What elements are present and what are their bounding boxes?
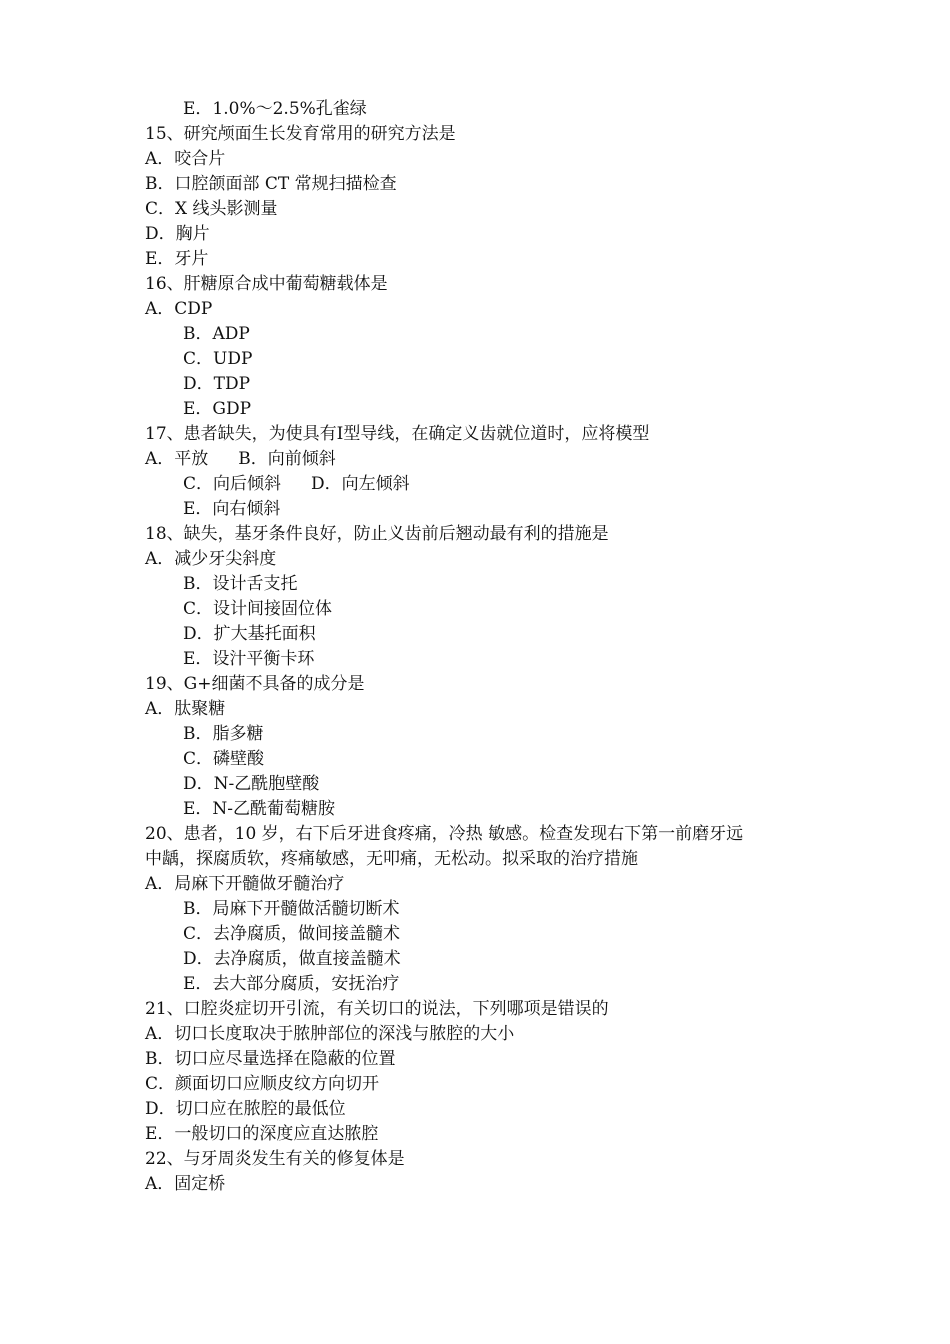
answer-option: [145, 1172, 825, 1197]
answer-option: [145, 572, 825, 597]
line-text: A．固定桥: [145, 1174, 226, 1194]
answer-option: [145, 322, 825, 347]
line-text: E．去大部分腐质，安抚治疗: [183, 974, 400, 994]
question-stem: [145, 822, 825, 847]
line-text: C．磷壁酸: [183, 749, 265, 769]
answer-option: [145, 297, 825, 322]
line-text: C．UDP: [183, 349, 253, 369]
answer-option: [145, 697, 825, 722]
answer-option: [145, 747, 825, 772]
line-text: B．ADP: [183, 324, 250, 344]
line-text: E．牙片: [145, 249, 209, 269]
question-stem: [145, 1147, 825, 1172]
line-text: B．设计舌支托: [183, 574, 298, 594]
answer-option: [145, 622, 825, 647]
line-text: 22、与牙周炎发生有关的修复体是: [145, 1149, 405, 1169]
line-text: A．CDP: [145, 299, 213, 319]
answer-option: [145, 222, 825, 247]
question-stem: [145, 672, 825, 697]
answer-option: [145, 1047, 825, 1072]
line-text: 18、缺失，基牙条件良好，防止义齿前后翘动最有利的措施是: [145, 524, 609, 544]
line-text: E．向右倾斜: [183, 499, 281, 519]
answer-option: [145, 1072, 825, 1097]
question-stem: [145, 122, 825, 147]
line-text: D．N-乙酰胞壁酸: [183, 774, 320, 794]
answer-option: [145, 147, 825, 172]
line-text: B．切口应尽量选择在隐蔽的位置: [145, 1049, 396, 1069]
line-text: 中龋，探腐质软，疼痛敏感，无叩痛，无松动。拟采取的治疗措施: [145, 849, 638, 869]
answer-option: [145, 1022, 825, 1047]
line-text: 15、研究颅面生长发育常用的研究方法是: [145, 124, 456, 144]
line-text: A．平放: [145, 449, 209, 469]
line-text: D．切口应在脓腔的最低位: [145, 1099, 346, 1119]
line-text: D．去净腐质，做直接盖髓术: [183, 949, 401, 969]
answer-option: [145, 447, 825, 472]
line-text: D．胸片: [145, 224, 210, 244]
answer-option: [145, 897, 825, 922]
line-text: A．咬合片: [145, 149, 226, 169]
line-text: 16、肝糖原合成中葡萄糖载体是: [145, 274, 388, 294]
line-text: C．设计间接固位体: [183, 599, 333, 619]
answer-option: [145, 397, 825, 422]
line-text: 21、口腔炎症切开引流，有关切口的说法，下列哪项是错误的: [145, 999, 609, 1019]
question-stem: [145, 522, 825, 547]
line-text: B．口腔颌面部 CT 常规扫描检查: [145, 174, 397, 194]
question-stem: [145, 272, 825, 297]
line-text: 20、患者，10 岁，右下后牙进食疼痛，冷热 敏感。检查发现右下第一前磨牙远: [145, 824, 744, 844]
answer-option: [145, 172, 825, 197]
exam-question-list: [145, 97, 825, 1197]
line-text: E．设汁平衡卡环: [183, 649, 315, 669]
line-text: A．减少牙尖斜度: [145, 549, 277, 569]
question-stem: [145, 422, 825, 447]
line-text: 17、患者缺失，为使具有Ⅰ型导线，在确定义齿就位道时，应将模型: [145, 424, 650, 444]
line-text: E．N-乙酰葡萄糖胺: [183, 799, 336, 819]
answer-option: [145, 872, 825, 897]
line-text: 19、G+细菌不具备的成分是: [145, 674, 365, 694]
answer-option: [145, 722, 825, 747]
line-text: A．局麻下开髓做牙髓治疗: [145, 874, 345, 894]
answer-option: [145, 647, 825, 672]
answer-option: [145, 247, 825, 272]
answer-option: [145, 772, 825, 797]
line-text-secondary: B．向前倾斜: [238, 449, 336, 469]
answer-option: [145, 597, 825, 622]
answer-option: [145, 197, 825, 222]
line-text: D．TDP: [183, 374, 251, 394]
answer-option: [145, 1097, 825, 1122]
answer-option: [145, 97, 825, 122]
answer-option: [145, 1122, 825, 1147]
line-text: C．X 线头影测量: [145, 199, 278, 219]
line-text: A．切口长度取决于脓肿部位的深浅与脓腔的大小: [145, 1024, 515, 1044]
question-stem: [145, 997, 825, 1022]
answer-option: [145, 922, 825, 947]
line-text: B．局麻下开髓做活髓切断术: [183, 899, 400, 919]
line-text: C．向后倾斜: [183, 474, 282, 494]
answer-option: [145, 347, 825, 372]
line-text: A．肽聚糖: [145, 699, 226, 719]
answer-option: [145, 372, 825, 397]
answer-option: [145, 972, 825, 997]
answer-option: [145, 797, 825, 822]
answer-option: [145, 847, 825, 872]
line-text: E．GDP: [183, 399, 252, 419]
line-text: C．去净腐质，做间接盖髓术: [183, 924, 401, 944]
line-text: B．脂多糖: [183, 724, 264, 744]
answer-option: [145, 472, 825, 497]
line-text: D．扩大基托面积: [183, 624, 316, 644]
line-text-secondary: D．向左倾斜: [311, 474, 410, 494]
answer-option: [145, 547, 825, 572]
line-text: C．颜面切口应顺皮纹方向切开: [145, 1074, 380, 1094]
line-text: E．1.0%～2.5%孔雀绿: [183, 99, 367, 119]
answer-option: [145, 947, 825, 972]
answer-option: [145, 497, 825, 522]
line-text: E．一般切口的深度应直达脓腔: [145, 1124, 379, 1144]
